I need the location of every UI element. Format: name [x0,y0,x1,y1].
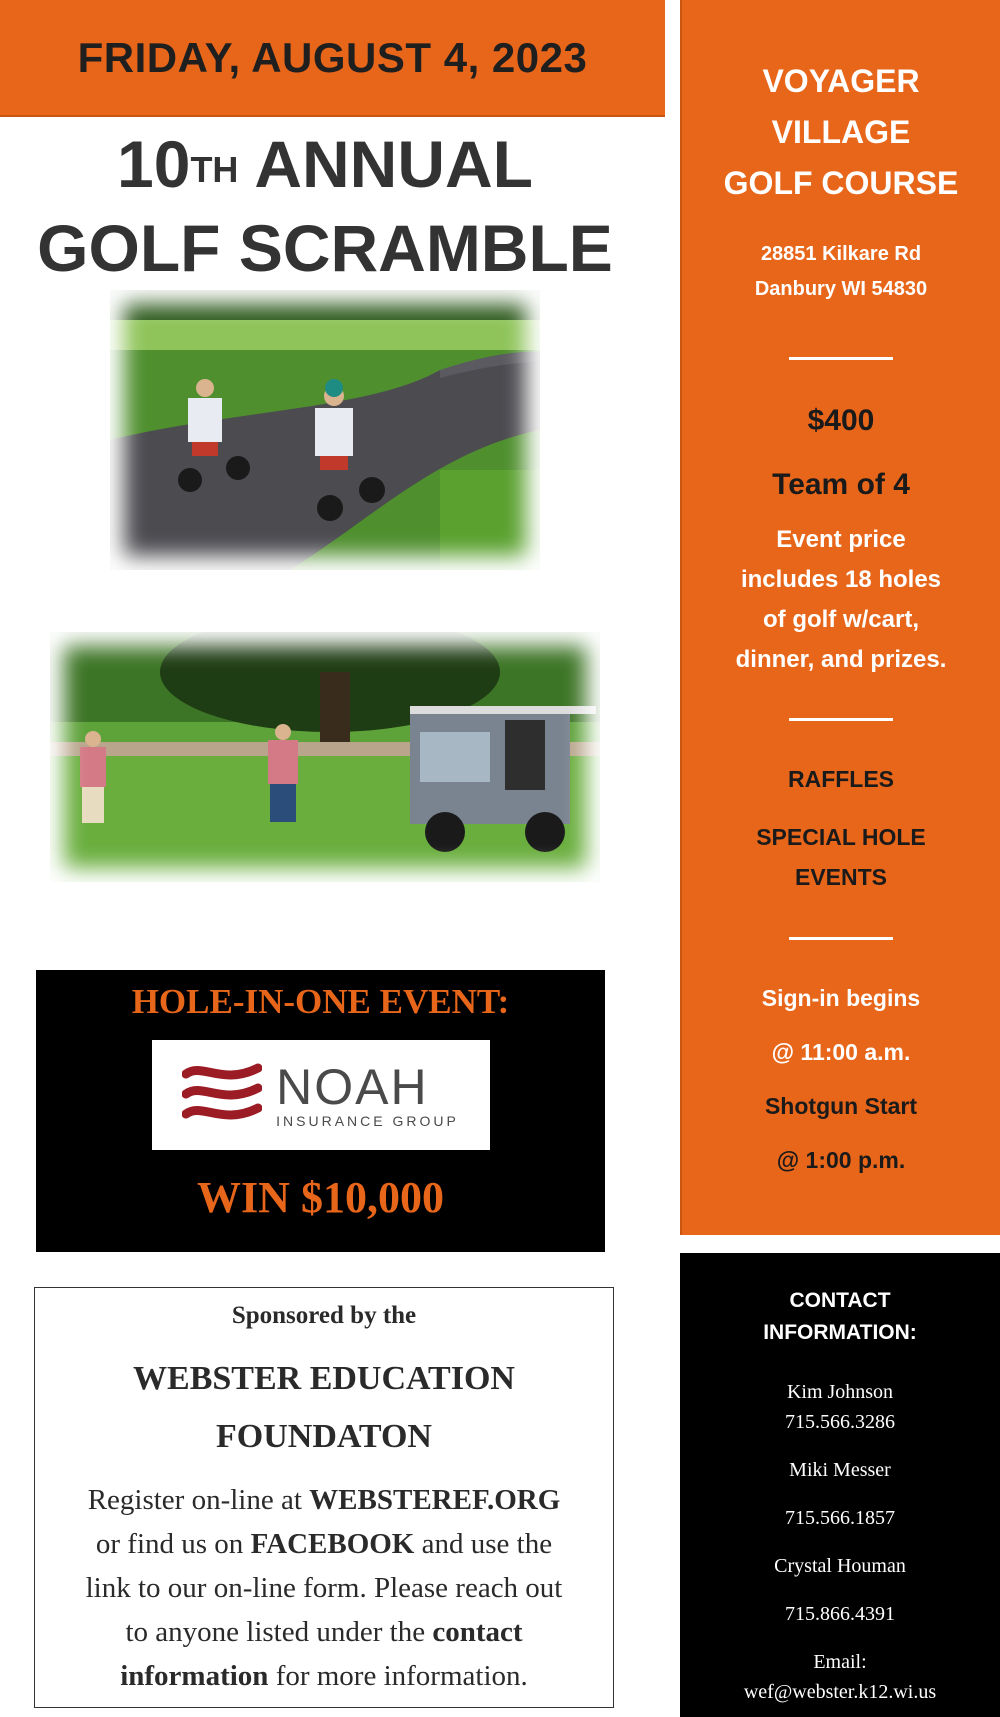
sponsor-name-line-2: FOUNDATON [216,1418,432,1455]
title-number: 10 [117,127,191,201]
raffles-label: RAFFLES [787,766,895,792]
title-line-2: GOLF SCRAMBLE [37,211,613,285]
registration-text-4: to anyone listed under the [125,1616,433,1648]
contact-title-line-2: INFORMATION: [763,1321,917,1344]
venue-name-line-3: GOLF COURSE [723,165,959,201]
noah-logo-subtitle: INSURANCE GROUP [276,1113,459,1129]
hole-in-one-panel [36,970,605,1252]
noah-logo-text [276,1061,459,1129]
title-line-1 [0,122,650,206]
team-size: Team of 4 [772,468,910,501]
title-ordinal-suffix: TH [190,149,239,190]
signin-time-prefix: @ [771,1039,801,1065]
sponsor-box [34,1287,614,1708]
registration-line-5 [49,1654,599,1698]
registration-bold-information: information [120,1660,269,1692]
date-banner [0,0,665,117]
registration-bold-contact: contact [432,1616,523,1648]
shotgun-label: Shotgun Start [764,1093,918,1119]
venue-name [682,56,1000,209]
sponsor-name-line-1: WEBSTER EDUCATION [133,1360,515,1397]
event-date: FRIDAY, AUGUST 4, 2023 [77,33,588,81]
registration-text-1: Register on-line at [87,1484,310,1516]
noah-wave-logo-icon [182,1060,262,1131]
noah-insurance-logo [152,1040,490,1150]
registration-text-5: for more information. [268,1660,528,1692]
venue-panel [680,0,1000,1235]
sponsor-name [49,1350,599,1466]
divider [789,937,893,940]
contact-1-name: Kim Johnson [786,1381,894,1403]
price-description-line-4: dinner, and prizes. [735,646,947,673]
venue-address [682,237,1000,307]
signin-time [682,1032,1000,1072]
price-description-line-3: of golf w/cart, [763,606,919,633]
email-label: Email: [813,1651,867,1673]
contact-3-name: Crystal Houman [774,1555,906,1577]
contact-1-phone: 715.566.3286 [785,1411,895,1433]
registration-text-2-end: and use the [414,1528,553,1560]
divider [789,357,893,360]
registration-text [49,1478,599,1698]
venue-name-line-2: VILLAGE [771,114,911,150]
photo-golfers-cart [50,632,600,882]
registration-line-3: link to our on-line form. Please reach out [85,1572,563,1604]
registration-line-4 [49,1610,599,1654]
registration-line-1 [49,1478,599,1522]
event-price: $400 [807,404,875,437]
special-hole-events [682,817,1000,897]
venue-city: Danbury WI 54830 [754,278,928,300]
signin-label: Sign-in begins [761,985,921,1011]
price-description [682,520,1000,680]
hole-in-one-title: HOLE-IN-ONE EVENT: [131,982,510,1021]
email-address[interactable]: wef@webster.k12.wi.us [743,1681,937,1703]
noah-logo-name: NOAH [276,1059,429,1115]
contact-2-phone: 715.566.1857 [785,1507,895,1529]
photo-golf-scooters [110,290,540,570]
contact-2-name: Miki Messer [789,1459,891,1481]
contact-panel [680,1253,1000,1717]
venue-street: 28851 Kilkare Rd [760,243,922,265]
contact-title-line-1: CONTACT [789,1289,891,1312]
title-word-annual: ANNUAL [238,127,533,201]
shotgun-time: @ 1:00 p.m. [776,1147,906,1173]
price-description-line-2: includes 18 holes [740,566,942,593]
sponsor-intro: Sponsored by the [231,1302,417,1329]
facebook-link[interactable]: FACEBOOK [250,1528,415,1560]
price-description-line-1: Event price [776,526,906,553]
special-hole-events-line-2: EVENTS [794,864,888,890]
contact-3-phone: 715.866.4391 [785,1603,895,1625]
hole-in-one-prize: WIN $10,000 [197,1173,444,1222]
registration-text-2: or find us on [95,1528,251,1560]
signin-time-value: 11:00 a.m. [800,1039,911,1065]
special-hole-events-line-1: SPECIAL HOLE [756,824,926,850]
website-link[interactable]: WEBSTEREF.ORG [309,1484,561,1516]
divider [789,718,893,721]
page-title [0,122,650,290]
contact-title [680,1285,1000,1349]
venue-name-line-1: VOYAGER [762,63,920,99]
registration-line-2 [49,1522,599,1566]
